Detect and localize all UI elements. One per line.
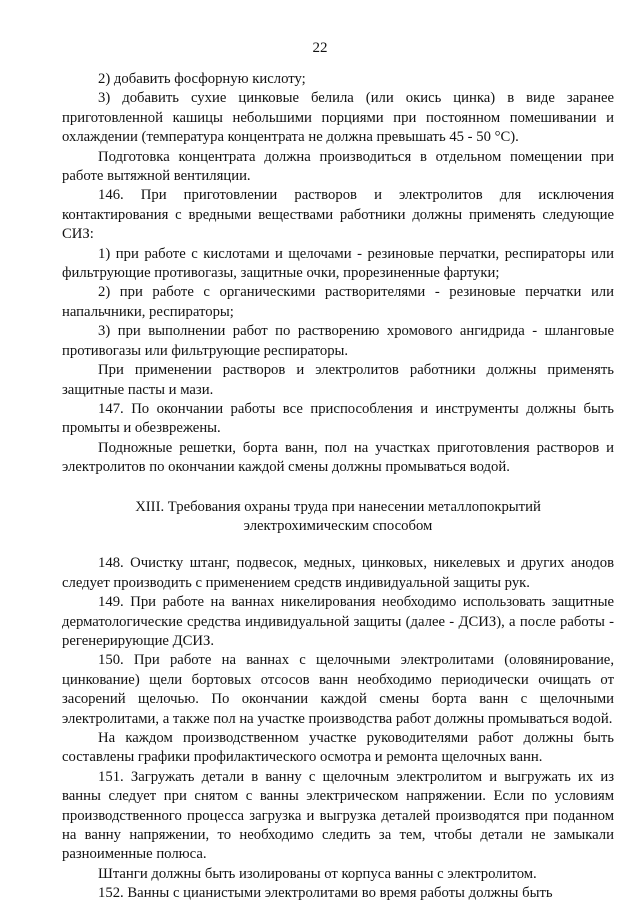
paragraph: 146. При приготовлении растворов и электролитов для исключения контактирования с вредными веществами работники должны применять следующие СИЗ: bbox=[62, 187, 614, 243]
paragraph: 147. По окончании работы все приспособления и инструменты должны быть промыты и обезврежены. bbox=[62, 400, 614, 437]
paragraph: 152. Ванны с цианистыми электролитами во время работы должны быть bbox=[98, 885, 553, 902]
paragraph: 149. При работе на ваннах никелирования необходимо использовать защитные дерматологические средства индивидуальной защиты (далее - ДСИЗ), а после работы - регенерирующие ДСИЗ. bbox=[62, 594, 614, 649]
paragraph: 2) добавить фосфорную кислоту; bbox=[98, 71, 306, 87]
paragraph: Штанги должны быть изолированы от корпуса ванны с электролитом. bbox=[98, 865, 537, 882]
section-heading: XIII. Требования охраны труда при нанесении металлопокрытий электрохимическим способом bbox=[135, 498, 541, 534]
paragraph: 150. При работе на ваннах с щелочными электролитами (оловянирование, цинкование) щели бортовых отсосов ванн необходимо периодически очищать от засорений щелочью. По окончании каждой смены борта ванн с щелочными электролитами, а также пол на участке производства работ должны промываться водой. bbox=[62, 652, 614, 727]
page-number: 22 bbox=[312, 40, 328, 56]
paragraph: 151. Загружать детали в ванну с щелочным электролитом и выгружать их из ванны следует при снятом с ванны электрическом напряжении. Если по условиям производственного процесса загрузка и выгрузка деталей производятся при поданном на ванну напряжении, то необходимо следить за тем, чтобы детали не замыкали разноименные полюса. bbox=[62, 768, 614, 863]
paragraph: 3) добавить сухие цинковые белила (или окись цинка) в виде заранее приготовленной кашицы небольшими порциями при постоянном помешивании и охлаждении (температура концентрата не должна превышать 45 - 50 °С). bbox=[62, 90, 614, 146]
paragraph: Подготовка концентрата должна производиться в отдельном помещении при работе вытяжной вентиляции. bbox=[62, 148, 614, 185]
paragraph: Подножные решетки, борта ванн, пол на участках приготовления растворов и электролитов по окончании каждой смены должны промываться водой. bbox=[62, 439, 614, 476]
document-body bbox=[62, 70, 614, 904]
paragraph: 2) при работе с органическими растворителями - резиновые перчатки или напальчники, респираторы; bbox=[62, 284, 614, 320]
paragraph: При применении растворов и электролитов работники должны применять защитные пасты и мази. bbox=[62, 362, 614, 398]
paragraph: 3) при выполнении работ по растворению хромового ангидрида - шланговые противогазы или фильтрующие респираторы. bbox=[62, 323, 614, 359]
paragraph: 1) при работе с кислотами и щелочами - резиновые перчатки, респираторы или фильтрующие противогазы, защитные очки, прорезиненные фартуки; bbox=[62, 245, 614, 282]
paragraph: 148. Очистку штанг, подвесок, медных, цинковых, никелевых и других анодов следует производить с применением средств индивидуальной защиты рук. bbox=[62, 555, 614, 591]
paragraph: На каждом производственном участке руководителями работ должны быть составлены графики профилактического осмотра и ремонта щелочных ванн. bbox=[62, 730, 614, 766]
